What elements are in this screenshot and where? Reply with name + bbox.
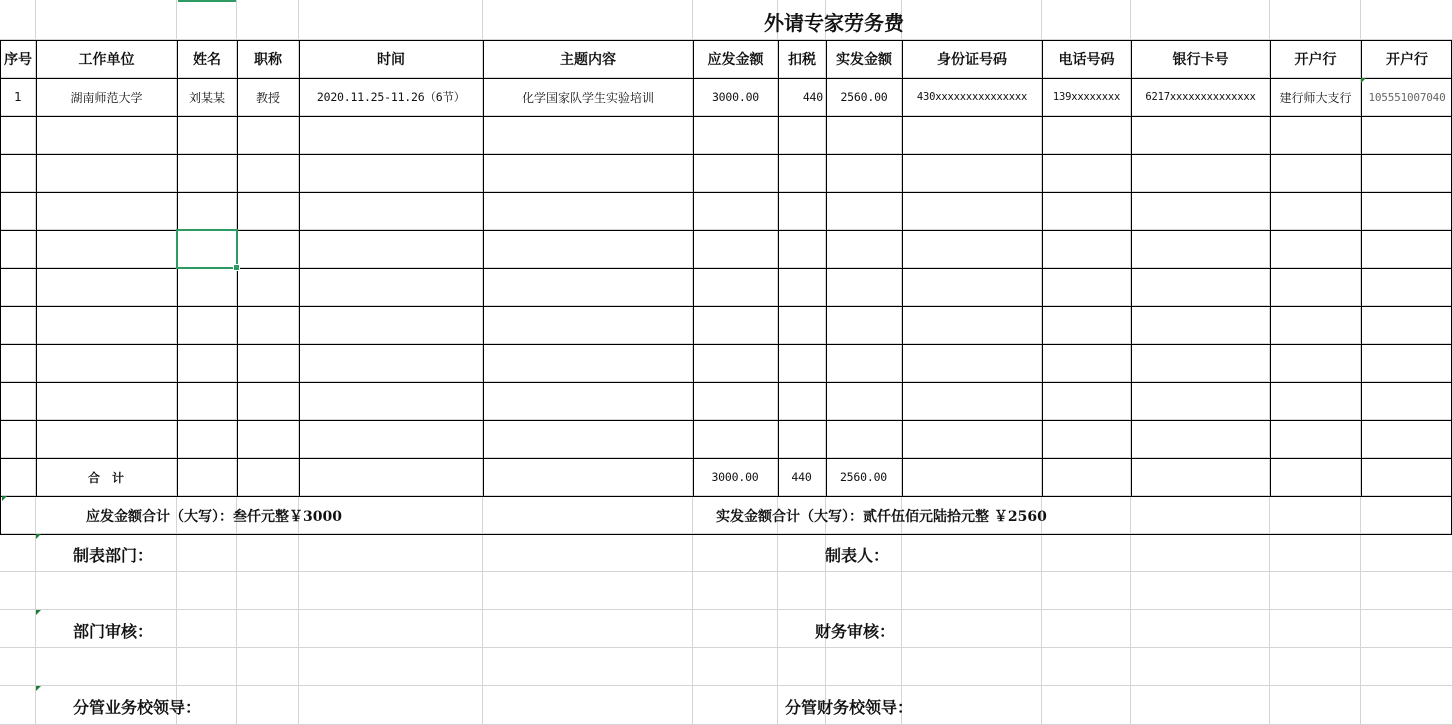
grid-cell[interactable] xyxy=(1361,534,1453,572)
cell-comment-marker xyxy=(36,610,41,615)
grid-cell[interactable] xyxy=(299,154,483,192)
grid-cell[interactable] xyxy=(693,116,778,154)
grid-cell[interactable] xyxy=(1361,496,1453,534)
grid-cell[interactable] xyxy=(1361,116,1453,154)
grid-cell[interactable] xyxy=(1131,116,1270,154)
grid-cell[interactable] xyxy=(237,344,299,382)
grid-cell[interactable] xyxy=(1270,458,1361,496)
grid-cell[interactable] xyxy=(483,154,693,192)
grid-cell[interactable] xyxy=(1361,268,1453,306)
grid-cell[interactable] xyxy=(237,458,299,496)
grid-cell[interactable] xyxy=(1131,154,1270,192)
table-border xyxy=(0,382,1452,383)
grid-cell[interactable] xyxy=(0,610,36,648)
grid-cell[interactable] xyxy=(1270,534,1361,572)
column-header: 应发金额 xyxy=(707,52,764,68)
grid-cell[interactable] xyxy=(1361,0,1453,40)
grid-cell[interactable] xyxy=(36,306,177,344)
grid-cell[interactable] xyxy=(778,116,826,154)
grid-cell[interactable] xyxy=(778,382,826,420)
grid-cell[interactable] xyxy=(1270,192,1361,230)
grid-cell[interactable] xyxy=(299,534,483,572)
grid-cell[interactable] xyxy=(826,268,902,306)
grid-cell[interactable] xyxy=(1042,458,1131,496)
column-header: 开户行 xyxy=(1386,52,1428,68)
grid-cell[interactable] xyxy=(1131,610,1270,648)
total-label: 合 计 xyxy=(87,470,124,485)
grid-cell[interactable] xyxy=(299,572,483,610)
grid-cell[interactable] xyxy=(902,648,1042,686)
grid-cell[interactable] xyxy=(36,230,177,268)
grid-cell[interactable] xyxy=(0,154,36,192)
column-header: 工作单位 xyxy=(78,52,135,68)
grid-cell[interactable] xyxy=(826,192,902,230)
grid-cell[interactable] xyxy=(0,306,36,344)
grid-cell[interactable] xyxy=(1042,230,1131,268)
grid-cell[interactable] xyxy=(693,420,778,458)
grid-cell[interactable] xyxy=(299,306,483,344)
table-border xyxy=(0,192,1452,193)
grid-cell[interactable] xyxy=(0,192,36,230)
grid-cell[interactable] xyxy=(483,458,693,496)
grid-cell[interactable] xyxy=(1361,610,1453,648)
grid-cell[interactable] xyxy=(1131,0,1270,40)
grid-cell[interactable] xyxy=(693,268,778,306)
grid-cell[interactable] xyxy=(902,458,1042,496)
grid-cell[interactable] xyxy=(177,306,237,344)
grid-cell[interactable] xyxy=(237,230,299,268)
grid-cell[interactable] xyxy=(36,648,177,686)
grid-cell[interactable] xyxy=(1270,154,1361,192)
grid-cell[interactable] xyxy=(237,382,299,420)
grid-cell[interactable] xyxy=(237,154,299,192)
grid-cell[interactable] xyxy=(0,686,36,725)
grid-cell[interactable] xyxy=(826,572,902,610)
grid-cell[interactable] xyxy=(0,0,36,40)
table-border xyxy=(0,344,1452,345)
grid-cell[interactable] xyxy=(1042,192,1131,230)
grid-cell[interactable] xyxy=(299,420,483,458)
grid-cell[interactable] xyxy=(778,648,826,686)
grid-cell[interactable] xyxy=(1361,458,1453,496)
grid-cell[interactable] xyxy=(1270,230,1361,268)
grid-cell[interactable] xyxy=(36,154,177,192)
grid-cell[interactable] xyxy=(1270,382,1361,420)
grid-cell[interactable] xyxy=(483,268,693,306)
grid-cell[interactable] xyxy=(1361,420,1453,458)
grid-cell[interactable] xyxy=(1270,268,1361,306)
grid-cell[interactable] xyxy=(483,230,693,268)
grid-cell[interactable] xyxy=(1042,116,1131,154)
grid-cell[interactable] xyxy=(693,610,778,648)
signature-dept-review: 部门审核： xyxy=(73,621,154,641)
grid-cell[interactable] xyxy=(237,420,299,458)
grid-cell[interactable] xyxy=(693,534,778,572)
grid-cell[interactable] xyxy=(299,192,483,230)
grid-cell[interactable] xyxy=(0,534,36,572)
grid-cell[interactable] xyxy=(1131,306,1270,344)
grid-cell[interactable] xyxy=(1131,420,1270,458)
grid-cell[interactable] xyxy=(1131,572,1270,610)
grid-cell[interactable] xyxy=(237,0,299,40)
signature-business-leader: 分管业务校领导： xyxy=(73,697,202,717)
grid-cell[interactable] xyxy=(237,648,299,686)
grid-cell[interactable] xyxy=(826,306,902,344)
grid-cell[interactable] xyxy=(1042,306,1131,344)
grid-cell[interactable] xyxy=(826,648,902,686)
grid-cell[interactable] xyxy=(177,344,237,382)
fill-handle[interactable] xyxy=(233,264,240,271)
grid-cell[interactable] xyxy=(778,420,826,458)
grid-cell[interactable] xyxy=(826,344,902,382)
column-header: 序号 xyxy=(4,52,32,68)
grid-cell[interactable] xyxy=(902,344,1042,382)
grid-cell[interactable] xyxy=(826,154,902,192)
grid-cell[interactable] xyxy=(1131,192,1270,230)
grid-cell[interactable] xyxy=(483,420,693,458)
grid-cell[interactable] xyxy=(1361,344,1453,382)
grid-cell[interactable] xyxy=(237,306,299,344)
grid-cell[interactable] xyxy=(1270,572,1361,610)
column-header: 职称 xyxy=(254,52,282,68)
grid-cell[interactable] xyxy=(693,230,778,268)
cell-comment-marker xyxy=(36,686,41,691)
grid-cell[interactable] xyxy=(693,686,778,725)
grid-cell[interactable] xyxy=(1361,686,1453,725)
table-border xyxy=(0,116,1452,117)
grid-cell[interactable] xyxy=(1042,382,1131,420)
grid-cell[interactable] xyxy=(1270,610,1361,648)
grid-cell[interactable] xyxy=(1042,610,1131,648)
grid-cell[interactable] xyxy=(902,230,1042,268)
grid-cell[interactable] xyxy=(693,382,778,420)
grid-cell[interactable] xyxy=(1270,306,1361,344)
grid-cell[interactable] xyxy=(902,572,1042,610)
grid-cell[interactable] xyxy=(902,306,1042,344)
grid-cell[interactable] xyxy=(0,496,36,534)
cell-time: 2020.11.25-11.26（6节） xyxy=(316,90,466,104)
grid-cell[interactable] xyxy=(1131,382,1270,420)
cell-no: 1 xyxy=(14,90,22,104)
grid-cell[interactable] xyxy=(693,192,778,230)
grid-cell[interactable] xyxy=(36,382,177,420)
grid-cell[interactable] xyxy=(1270,686,1361,725)
grid-cell[interactable] xyxy=(1042,154,1131,192)
grid-cell[interactable] xyxy=(237,268,299,306)
gross-total-in-words: 应发金额合计（大写）：叁仟元整￥3000 xyxy=(86,509,342,525)
cell-bank: 建行师大支行 xyxy=(1279,90,1352,105)
grid-cell[interactable] xyxy=(778,344,826,382)
grid-cell[interactable] xyxy=(483,382,693,420)
grid-cell[interactable] xyxy=(299,648,483,686)
grid-cell[interactable] xyxy=(778,306,826,344)
grid-cell[interactable] xyxy=(902,268,1042,306)
total-tax: 440 xyxy=(791,470,812,484)
grid-cell[interactable] xyxy=(778,154,826,192)
grid-cell[interactable] xyxy=(0,116,36,154)
grid-cell[interactable] xyxy=(483,648,693,686)
cell-bank2: 105551007040 xyxy=(1368,90,1446,104)
grid-cell[interactable] xyxy=(36,268,177,306)
grid-cell[interactable] xyxy=(483,192,693,230)
grid-cell[interactable] xyxy=(1131,268,1270,306)
grid-cell[interactable] xyxy=(177,0,237,40)
grid-cell[interactable] xyxy=(1361,572,1453,610)
grid-cell[interactable] xyxy=(1361,230,1453,268)
grid-cell[interactable] xyxy=(1361,192,1453,230)
grid-cell[interactable] xyxy=(778,572,826,610)
grid-cell[interactable] xyxy=(483,116,693,154)
grid-cell[interactable] xyxy=(778,230,826,268)
grid-cell[interactable] xyxy=(1042,572,1131,610)
column-header: 电话号码 xyxy=(1058,52,1115,68)
cell-unit: 湖南师范大学 xyxy=(70,90,143,105)
grid-cell[interactable] xyxy=(299,0,483,40)
grid-cell[interactable] xyxy=(826,382,902,420)
grid-cell[interactable] xyxy=(826,420,902,458)
grid-cell[interactable] xyxy=(1042,534,1131,572)
grid-cell[interactable] xyxy=(693,648,778,686)
grid-cell[interactable] xyxy=(902,420,1042,458)
cell-id: 430xxxxxxxxxxxxxxx xyxy=(916,91,1028,103)
grid-cell[interactable] xyxy=(0,458,36,496)
grid-cell[interactable] xyxy=(1270,344,1361,382)
cell-phone: 139xxxxxxxx xyxy=(1052,91,1121,103)
grid-cell[interactable] xyxy=(693,344,778,382)
grid-cell[interactable] xyxy=(1131,230,1270,268)
grid-cell[interactable] xyxy=(693,154,778,192)
grid-cell[interactable] xyxy=(299,344,483,382)
grid-cell[interactable] xyxy=(902,116,1042,154)
cell-title: 教授 xyxy=(255,90,280,105)
cell-gross: 3000.00 xyxy=(711,90,760,104)
grid-cell[interactable] xyxy=(1361,382,1453,420)
grid-cell[interactable] xyxy=(483,610,693,648)
grid-cell[interactable] xyxy=(1270,496,1361,534)
grid-cell[interactable] xyxy=(483,572,693,610)
grid-cell[interactable] xyxy=(36,572,177,610)
grid-cell[interactable] xyxy=(177,420,237,458)
grid-cell[interactable] xyxy=(237,192,299,230)
net-total-in-words: 实发金额合计（大写）：贰仟伍佰元陆拾元整 ￥2560 xyxy=(716,509,1047,525)
grid-cell[interactable] xyxy=(299,610,483,648)
grid-cell[interactable] xyxy=(36,344,177,382)
grid-cell[interactable] xyxy=(0,420,36,458)
column-header: 身份证号码 xyxy=(937,52,1007,68)
grid-cell[interactable] xyxy=(177,192,237,230)
grid-cell[interactable] xyxy=(299,458,483,496)
grid-cell[interactable] xyxy=(36,0,177,40)
grid-cell[interactable] xyxy=(778,268,826,306)
grid-cell[interactable] xyxy=(1131,534,1270,572)
grid-cell[interactable] xyxy=(1131,344,1270,382)
grid-cell[interactable] xyxy=(483,686,693,725)
grid-cell[interactable] xyxy=(1270,116,1361,154)
grid-cell[interactable] xyxy=(826,116,902,154)
grid-cell[interactable] xyxy=(177,116,237,154)
grid-cell[interactable] xyxy=(177,154,237,192)
grid-cell[interactable] xyxy=(1131,648,1270,686)
grid-cell[interactable] xyxy=(483,0,693,40)
grid-cell[interactable] xyxy=(1042,686,1131,725)
grid-cell[interactable] xyxy=(299,116,483,154)
cell-card: 6217xxxxxxxxxxxxxx xyxy=(1145,91,1256,103)
total-gross: 3000.00 xyxy=(711,470,759,484)
grid-cell[interactable] xyxy=(299,382,483,420)
cell-tax: 440 xyxy=(802,90,823,104)
grid-cell[interactable] xyxy=(299,230,483,268)
grid-cell[interactable] xyxy=(36,192,177,230)
grid-cell[interactable] xyxy=(778,534,826,572)
grid-cell[interactable] xyxy=(1042,648,1131,686)
grid-cell[interactable] xyxy=(902,154,1042,192)
grid-cell[interactable] xyxy=(693,306,778,344)
cell-name: 刘某某 xyxy=(188,90,225,105)
sheet-title: 外请专家劳务费 xyxy=(764,10,904,35)
grid-cell[interactable] xyxy=(1270,420,1361,458)
grid-cell[interactable] xyxy=(36,420,177,458)
grid-cell[interactable] xyxy=(902,382,1042,420)
column-header: 扣税 xyxy=(788,52,816,68)
grid-cell[interactable] xyxy=(177,268,237,306)
grid-cell[interactable] xyxy=(0,344,36,382)
grid-cell[interactable] xyxy=(483,496,693,534)
signature-finance-review: 财务审核： xyxy=(815,621,896,641)
grid-cell[interactable] xyxy=(778,192,826,230)
grid-cell[interactable] xyxy=(36,116,177,154)
grid-cell[interactable] xyxy=(237,116,299,154)
grid-cell[interactable] xyxy=(177,458,237,496)
signature-maker: 制表人： xyxy=(825,545,890,565)
table-border xyxy=(0,154,1452,155)
grid-cell[interactable] xyxy=(1042,268,1131,306)
grid-cell[interactable] xyxy=(0,648,36,686)
cell-comment-marker xyxy=(36,534,41,539)
column-header: 主题内容 xyxy=(560,52,616,68)
grid-cell[interactable] xyxy=(0,382,36,420)
column-header: 姓名 xyxy=(193,52,221,68)
grid-cell[interactable] xyxy=(483,344,693,382)
grid-cell[interactable] xyxy=(902,192,1042,230)
grid-cell[interactable] xyxy=(1361,306,1453,344)
grid-cell[interactable] xyxy=(299,268,483,306)
signature-finance-leader: 分管财务校领导： xyxy=(785,697,914,717)
grid-cell[interactable] xyxy=(693,572,778,610)
grid-cell[interactable] xyxy=(0,268,36,306)
table-border xyxy=(0,420,1452,421)
column-header: 时间 xyxy=(377,52,405,68)
selected-cell[interactable] xyxy=(176,229,238,269)
grid-cell[interactable] xyxy=(1131,458,1270,496)
grid-cell[interactable] xyxy=(1042,344,1131,382)
column-header: 开户行 xyxy=(1294,52,1337,68)
grid-cell[interactable] xyxy=(1270,0,1361,40)
table-border xyxy=(0,306,1452,307)
grid-cell[interactable] xyxy=(1042,0,1131,40)
grid-cell[interactable] xyxy=(826,230,902,268)
grid-cell[interactable] xyxy=(177,648,237,686)
grid-cell[interactable] xyxy=(1042,420,1131,458)
signature-department: 制表部门： xyxy=(73,545,154,565)
column-header: 银行卡号 xyxy=(1172,52,1229,68)
cell-topic: 化学国家队学生实验培训 xyxy=(521,90,654,105)
cell-comment-marker xyxy=(2,496,7,501)
grid-cell[interactable] xyxy=(299,686,483,725)
grid-cell[interactable] xyxy=(1361,648,1453,686)
grid-cell[interactable] xyxy=(237,572,299,610)
grid-cell[interactable] xyxy=(177,382,237,420)
grid-cell[interactable] xyxy=(0,230,36,268)
grid-cell[interactable] xyxy=(1131,686,1270,725)
grid-cell[interactable] xyxy=(0,572,36,610)
column-header: 实发金额 xyxy=(836,52,892,68)
grid-cell[interactable] xyxy=(1361,154,1453,192)
cell-net: 2560.00 xyxy=(840,90,888,104)
grid-cell[interactable] xyxy=(483,534,693,572)
grid-cell[interactable] xyxy=(177,572,237,610)
total-net: 2560.00 xyxy=(839,470,888,484)
grid-cell[interactable] xyxy=(1270,648,1361,686)
grid-cell[interactable] xyxy=(483,306,693,344)
